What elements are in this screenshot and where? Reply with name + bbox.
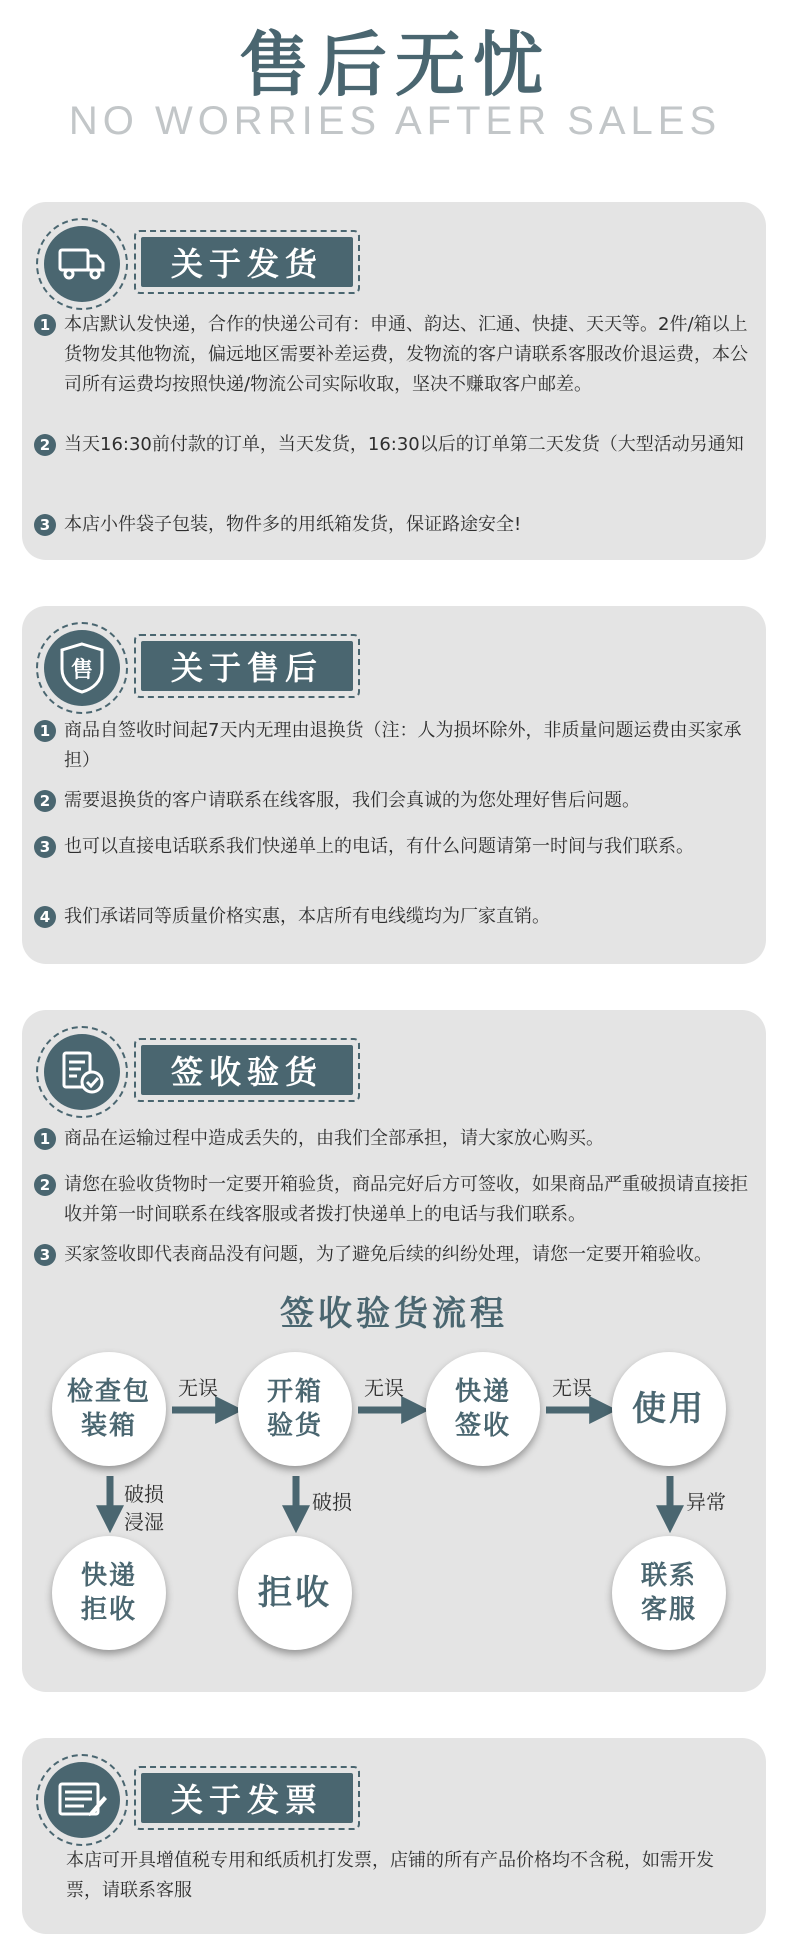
- after-sales-title-tag: [134, 634, 360, 698]
- hero-title: 售后无忧: [239, 24, 551, 106]
- invoice-emblem: [36, 1754, 128, 1846]
- item-number: 1: [34, 314, 56, 336]
- delivery-truck-icon: [57, 244, 107, 284]
- item-number: 4: [34, 906, 56, 928]
- item-number: 1: [34, 720, 56, 742]
- flow-node-contact: 联系客服: [612, 1536, 726, 1650]
- item-number: 3: [34, 514, 56, 536]
- after-sales-emblem: [36, 622, 128, 714]
- flow-node-reject-courier: 快递拒收: [52, 1536, 166, 1650]
- edge-label-ok: 无误: [178, 1376, 218, 1400]
- shipping-emblem: [36, 218, 128, 310]
- item-text: 本店小件袋子包装，物件多的用纸箱发货，保证路途安全!: [64, 514, 522, 535]
- item-number: 3: [34, 836, 56, 858]
- item-text: 需要退换货的客户请联系在线客服，我们会真诚的为您处理好售后问题。: [64, 790, 640, 811]
- list-item: [34, 310, 754, 400]
- hero-subtitle: NO WORRIES AFTER SALES: [68, 99, 722, 143]
- shipping-title-tag: [134, 230, 360, 294]
- invoice-card: [22, 1738, 766, 1934]
- item-text: 商品在运输过程中造成丢失的，由我们全部承担，请大家放心购买。: [64, 1128, 604, 1149]
- flow-node-reject: 拒收: [238, 1536, 352, 1650]
- item-number: 2: [34, 1174, 56, 1196]
- flow-node-open: 开箱验货: [238, 1352, 352, 1466]
- list-item: [34, 786, 754, 816]
- list-item: [34, 902, 754, 932]
- section-title: 关于发货: [141, 237, 353, 287]
- section-title: 关于发票: [141, 1773, 353, 1823]
- flow-node-sign: 快递签收: [426, 1352, 540, 1466]
- edge-label-abnormal: 异常: [686, 1490, 726, 1514]
- after-sales-card: [22, 606, 766, 964]
- shield-glyph: 售: [70, 658, 94, 683]
- list-item: [34, 716, 754, 776]
- item-text: 当天16:30前付款的订单，当天发货，16:30以后的订单第二天发货（大型活动另通知: [64, 434, 744, 455]
- item-number: 1: [34, 1128, 56, 1150]
- item-number: 2: [34, 790, 56, 812]
- list-item: [34, 832, 754, 862]
- section-title: 关于售后: [141, 641, 353, 691]
- edge-label-ok: 无误: [552, 1376, 592, 1400]
- invoice-text: 本店可开具增值税专用和纸质机打发票，店铺的所有产品价格均不含税，如需开发票，请联系客服: [66, 1850, 714, 1901]
- flow-title: 签收验货流程: [280, 1294, 508, 1334]
- shield-icon: [57, 641, 107, 695]
- item-text: 也可以直接电话联系我们快递单上的电话，有什么问题请第一时间与我们联系。: [64, 836, 694, 857]
- list-item: [34, 430, 754, 460]
- item-text: 买家签收即代表商品没有问题，为了避免后续的纠纷处理，请您一定要开箱验收。: [64, 1244, 712, 1265]
- item-number: 3: [34, 1244, 56, 1266]
- item-number: 2: [34, 434, 56, 456]
- edge-label-damaged-wet: 破损浸湿: [124, 1482, 164, 1534]
- list-item: [34, 510, 754, 540]
- item-text: 我们承诺同等质量价格实惠，本店所有电线缆均为厂家直销。: [64, 906, 550, 927]
- edge-label-damaged: 破损: [312, 1490, 352, 1514]
- shipping-card: [22, 202, 766, 560]
- item-text: 商品自签收时间起7天内无理由退换货（注：人为损坏除外，非质量问题运费由买家承担）: [64, 720, 742, 771]
- flow-node-inspect: 检查包装箱: [52, 1352, 166, 1466]
- invoice-icon: [56, 1778, 108, 1822]
- edge-label-ok: 无误: [364, 1376, 404, 1400]
- section-title: 签收验货: [141, 1045, 353, 1095]
- invoice-title-tag: [134, 1766, 360, 1830]
- item-text: 本店默认发快递，合作的快递公司有：申通、韵达、汇通、快捷、天天等。2件/箱以上货物发其他物流，偏远地区需要补差运费，发物流的客户请联系客服改价退运费，本公司所有运费均按照快递/物流公司实际收取，坚决不赚取客户邮差。: [64, 314, 748, 395]
- inspection-card: [22, 1010, 766, 1692]
- flow-node-use: 使用: [612, 1352, 726, 1466]
- item-text: 请您在验收货物时一定要开箱验货，商品完好后方可签收，如果商品严重破损请直接拒收并第一时间联系在线客服或者拨打快递单上的电话与我们联系。: [64, 1174, 748, 1225]
